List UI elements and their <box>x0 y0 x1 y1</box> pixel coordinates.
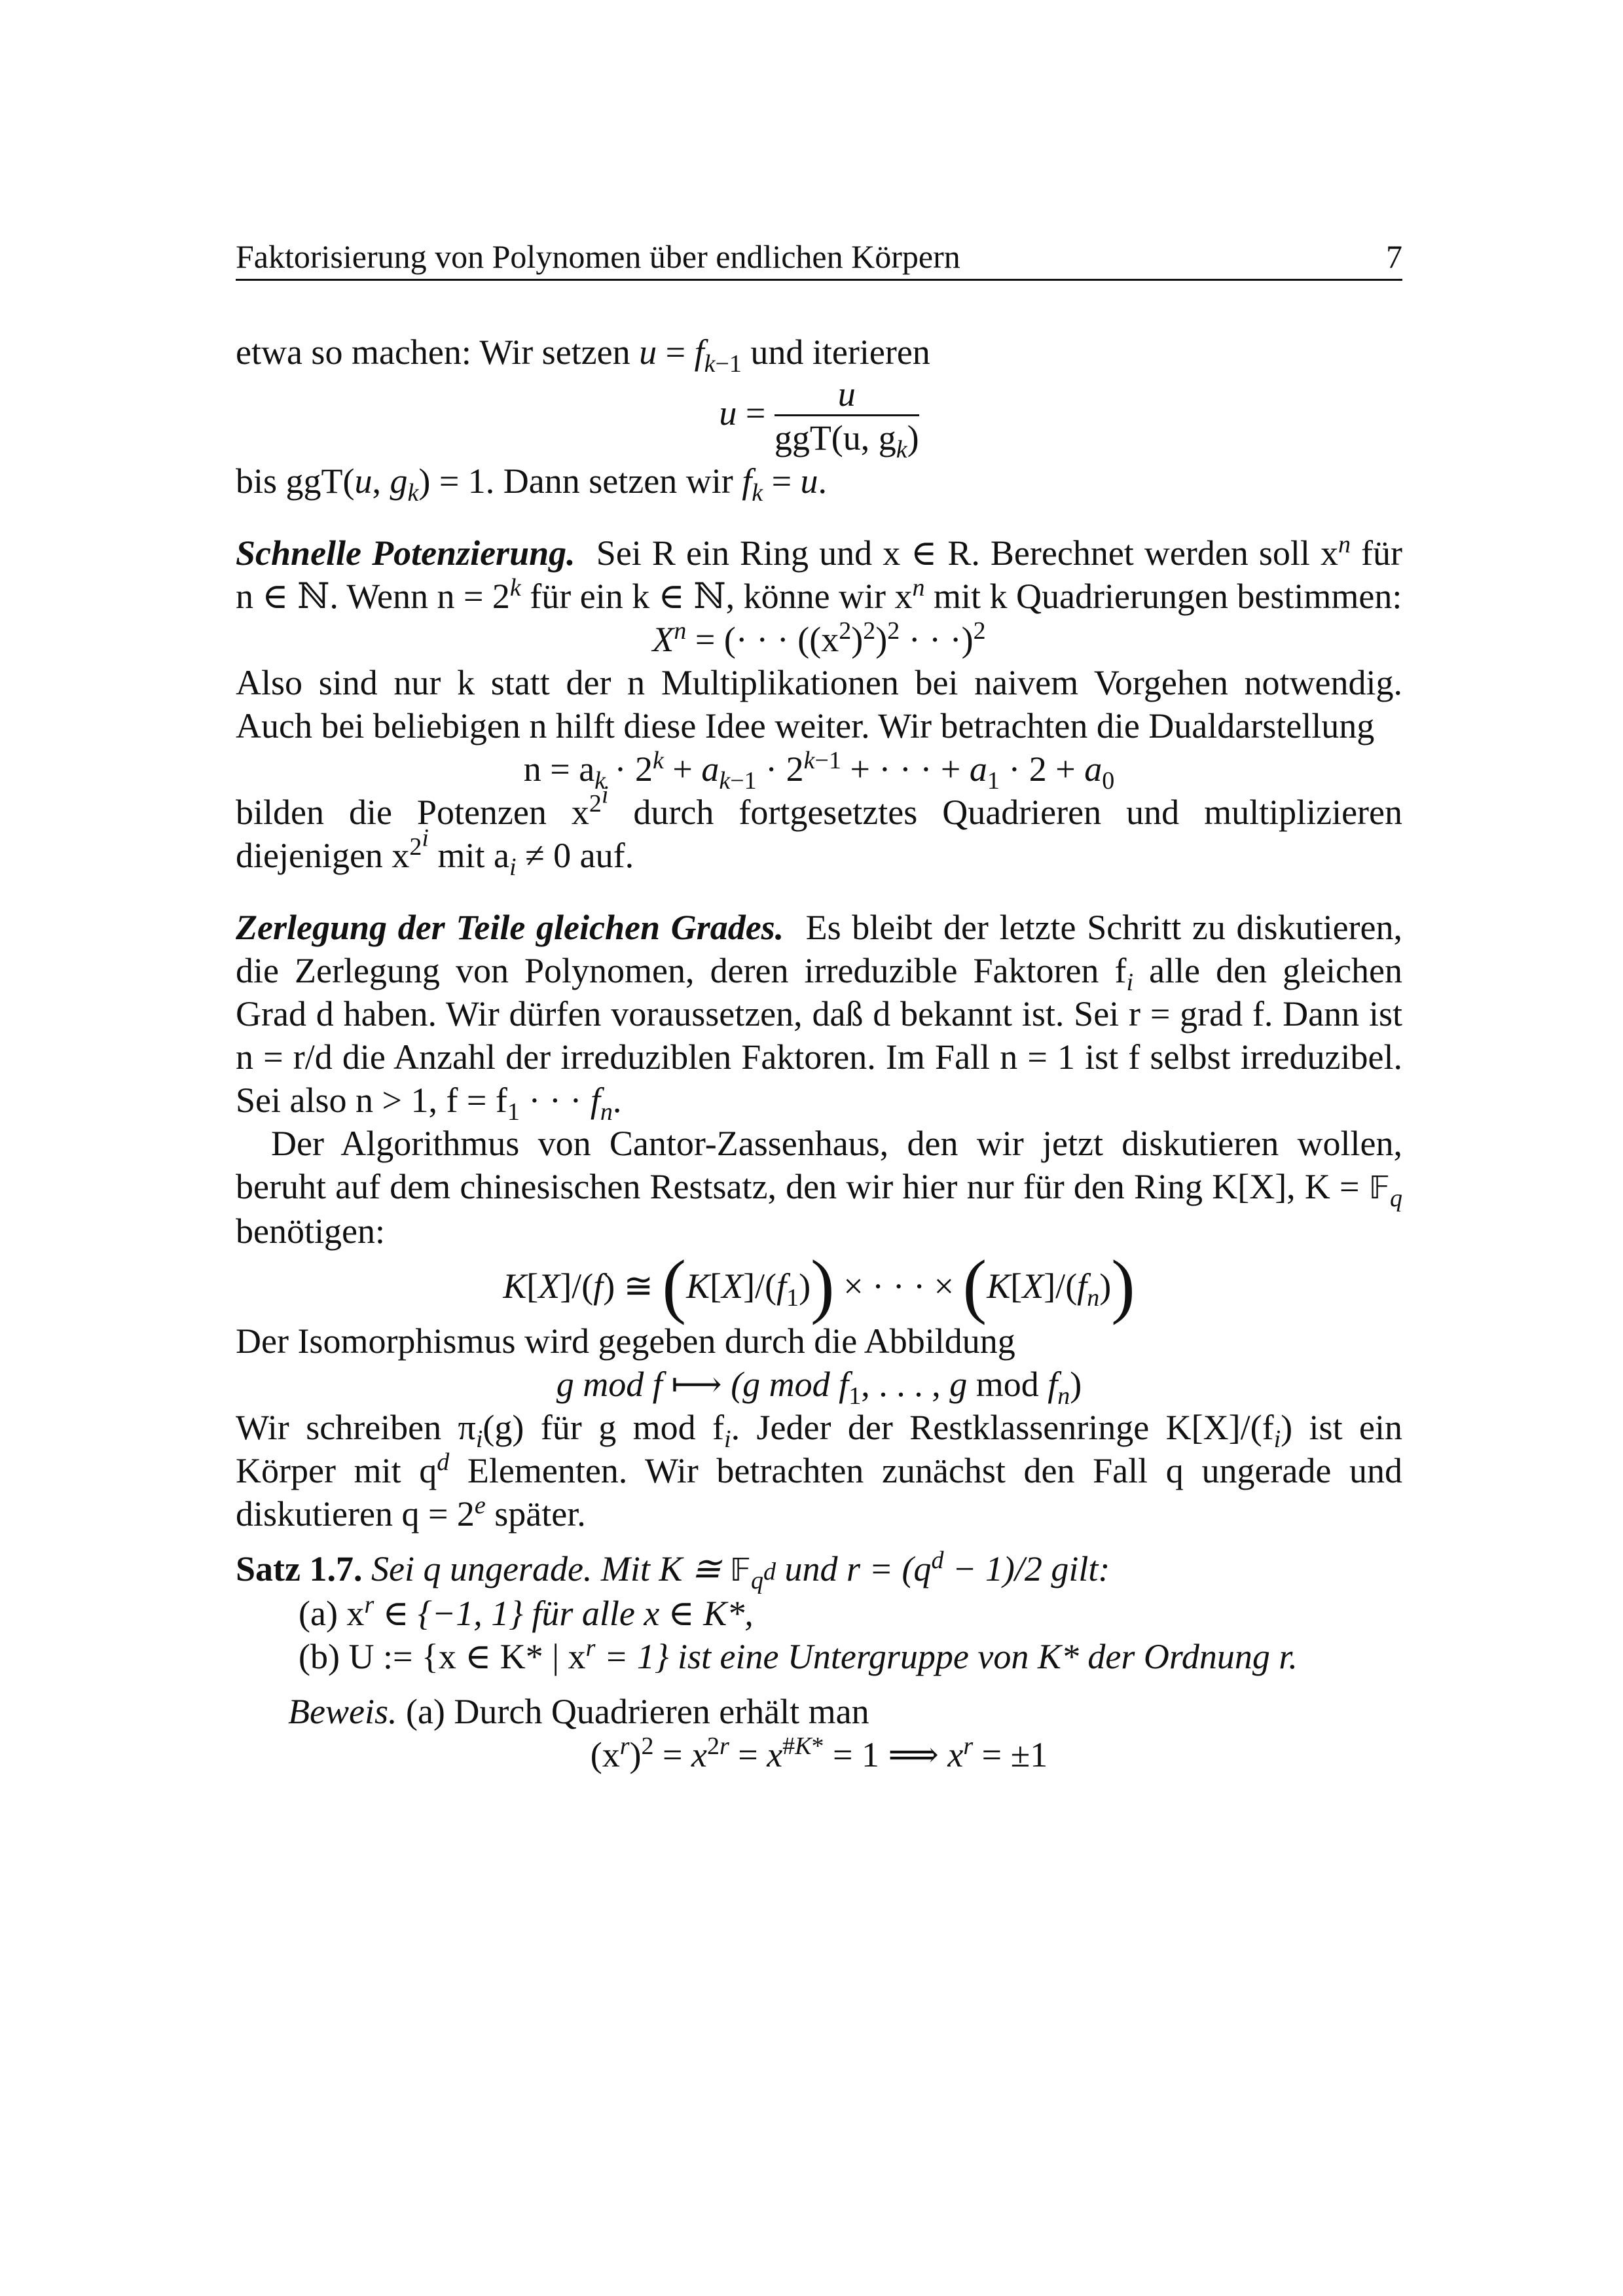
paragraph-isomorphism: Der Isomorphismus wird gegeben durch die Abbildung <box>236 1321 1015 1361</box>
page-body <box>236 331 1402 1776</box>
equation-mapping: g mod f ⟼ (g mod $f_1$, . . . , g mod $f_n$) <box>556 1365 1082 1410</box>
theorem-1-7: Satz 1.7. Sei q ungerade. Mit K ≅ 𝔽$_{q^d}$ und $r = (q^d - 1)/2$ gilt: <box>236 1547 1110 1594</box>
equation-binary-expansion: $n = a_k \cdot 2^k + a_{k-1} \cdot 2^{k-1}$ + · · · + $a_1 \cdot 2 + a_0$ <box>523 747 1115 795</box>
section-fast-exponentiation: Schnelle Potenzierung. Sei R ein Ring und x ∈ R. Berechnet werden soll $x^n$ für n ∈ ℕ. Wenn $n = 2^k$ für ein k ∈ ℕ, könne wir $x^n$ mit k Quadrierungen bestimmen: <box>236 531 1403 616</box>
equation-crt: K[X]/(f) ≅ $(K[X]/(f_1))$ × · · · × $(K[X]/(f_n))$ <box>503 1246 1135 1325</box>
paragraph-residue-fields: Wir schreiben $\pi_i(g)$ für g mod $f_i$. Jeder der Restklassenringe $K[X]/(f_i)$ ist ein Körper mit $q^d$ Elementen. Wir betrachten zunächst den Fall q ungerade und diskutieren $q = 2^e$ später. <box>236 1408 1402 1534</box>
equation-power-tower: $X^n$ = (· · · $((x^2)^2)^2$ · · ·)$^2$ <box>652 617 986 659</box>
theorem-item-b: (b) U := {x ∈ K* | $x^r = 1$} ist eine Untergruppe von K* der Ordnung r. <box>299 1634 1298 1676</box>
equation-proof: $(x^r)^2 = x^{2r} = x^{\#K*} = 1$ ⟹ $x^r = \pm 1$ <box>590 1732 1048 1774</box>
equation-u-iteration: u = $\frac{u}{ggT(u, g_k)}$ <box>719 374 919 463</box>
running-header <box>236 237 1402 281</box>
header-title: Faktorisierung von Polynomen über endlichen Körpern <box>236 238 960 275</box>
proof-label: Beweis. <box>288 1692 397 1731</box>
section-equal-degree: Zerlegung der Teile gleichen Grades. Es bleibt der letzte Schritt zu diskutieren, die Zerlegung von Polynomen, deren irreduzible Faktoren $f_i$ alle den gleichen Grad d haben. Wir dürfen voraussetzen, daß d bekannt ist. Sei r = grad f. Dann ist n = r/d die Anzahl der irreduziblen Faktoren. Im Fall n = 1 ist f selbst irreduzibel. Sei also n > 1, $f = f_1$ · · · $f_n$. <box>236 908 1402 1126</box>
page-number: 7 <box>1386 238 1402 275</box>
paragraph-iteration: etwa so machen: Wir setzen $u = f_{k-1}$ und iterieren <box>236 332 930 378</box>
theorem-label: Satz 1.7. <box>236 1549 363 1588</box>
theorem-item-a: (a) $x^r$ ∈ {−1, 1} für alle x ∈ K*, <box>299 1591 754 1633</box>
proof: Beweis. (a) Durch Quadrieren erhält man <box>288 1692 869 1731</box>
paragraph-ggt: bis ggT(u, $g_k) = 1$. Dann setzen wir $f_k = u$. <box>236 461 828 507</box>
paragraph-powers: bilden die Potenzen $x^{2^i}$ durch fortgesetztes Quadrieren und multiplizieren diejenigen $x^{2^i}$ mit $a_i \ne 0$ auf. <box>236 781 1402 881</box>
section-title: Zerlegung der Teile gleichen Grades. <box>236 908 784 947</box>
section-title: Schnelle Potenzierung. <box>236 533 575 573</box>
paragraph-multiplications: Also sind nur k statt der n Multiplikationen bei naivem Vorgehen notwendig. Auch bei beliebigen n hilft diese Idee weiter. Wir betrachten die Dualdarstellung <box>236 663 1402 745</box>
paragraph-cantor-zassenhaus: Der Algorithmus von Cantor-Zassenhaus, den wir jetzt diskutieren wollen, beruht auf dem chinesischen Restsatz, den wir hier nur für den Ring K[X], K = 𝔽$_q$ benötigen: <box>236 1124 1402 1251</box>
